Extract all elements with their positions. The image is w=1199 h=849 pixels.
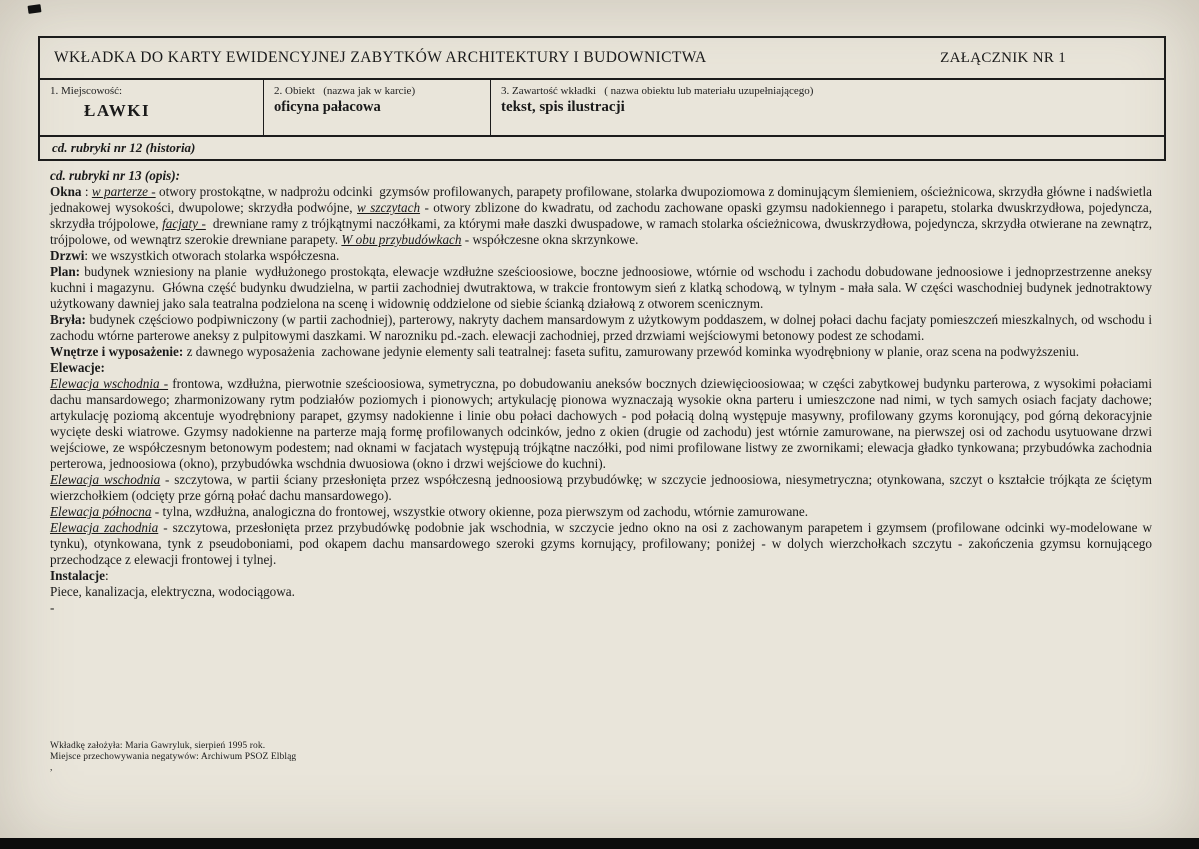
paragraph <box>50 312 1156 344</box>
text-segment: frontowa, wzdłużna, pierwotnie sześcioosiowa, symetryczna, po dobudowaniu aneksów bocznych dziewięcioosiowaa; w części zabytkowej budynku parterowa, z wysokimi połaciami dachu mansardowego; zharmonizowany rytm podziałów poziomych i pionowych; artykulację pionowa wyznaczają wysokie okna parteru i umieszczone nad nimi, w tych samych osiach facjaty dachowe; artykulację poziomą akcentuje wyodrębniony parapet, gzymsy nadokienne i linie obu połaci dachowych - pod połacią dolną występuje masywny, profilowany gzyms koronujący, pod górną dekoracyjnie wycięte deski wiatrowe. Gzymsy nadokienne na parterze mają formę profilowanych odcinków, jedno z okien (drugie od zachodu) jest wtórnie zamurowane, na pierwszej osi od zachodu usytuowane drzwi wejściowe, ze współczesnym betonowym podestem; nad oknami w facjatach występują trójkątne naczółki, pod nimi profilowane listwy ze zwornikami; elewacja gładko tynkowana; przybudówka zachodnia perterowa, jednoosiowa (okno), przybudówka wschdnia dwuosiowa (okno i drzwi wejściowe do kuchni). <box>50 376 1156 471</box>
field-1 <box>40 80 264 135</box>
text-segment: budynek częściowo podpiwniczony (w partii zachodniej), parterowy, nakryty dachem mansardowym z użytkowym poddaszem, w dolnej połaci dachu facjaty pomieszczeń mieszkalnych, od wschodu i zachodu wtórne parterowe aneksy z pulpitowymi daszkami. W narozniku pd.-zach. elewacji zachodniej, przed drzwiami wejściowymi betonowy podest ze schodami. <box>50 312 1156 343</box>
text-segment: cd. rubryki nr 13 (opis): <box>50 168 181 183</box>
section-12-row <box>40 137 1164 159</box>
text-segment: w parterze - <box>91 184 156 199</box>
field-value: tekst, spis ilustracji <box>501 99 625 115</box>
footer-comma: , <box>50 763 53 773</box>
text-segment: - otwory zblizone do kwadratu, od zachodu zachowane opaski gzymsu nadokiennego i parapetu, stolarka dwuskrzydłowa, pojedyncza, skrzydła trójpolowe, <box>50 200 1156 231</box>
field-3 <box>491 80 1164 135</box>
text-segment: Bryła: <box>50 312 86 327</box>
text-segment: drewniane ramy z trójkątnymi naczółkami, za którymi małe daszki dwuspadowe, w ramach stolarka ościeżnicowa, dwuskrzydłowa, pojedyncza, skrzydła otwierane na zewnątrz, trójpolowe, od wewnątrz szerokie drewniane parapety. <box>50 216 1156 247</box>
text-segment: w szczytach <box>357 200 421 215</box>
title-row <box>40 38 1164 80</box>
text-segment: z dawnego wyposażenia zachowane jedynie elementy sali teatralnej: faseta sufitu, zamurowany przewód kominka wyodrębniony w planie, oraz scena na podwyższeniu. <box>183 344 1079 359</box>
field-value: ŁAWKI <box>84 101 151 120</box>
paragraph <box>50 568 1152 584</box>
text-segment: Elewacja północna <box>50 504 152 519</box>
paragraph <box>50 248 1152 264</box>
text-segment: Plan: <box>50 264 81 279</box>
text-segment: Elewacja wschodnia <box>50 472 161 487</box>
document-title: WKŁADKA DO KARTY EWIDENCYJNEJ ZABYTKÓW ARCHITEKTURY I BUDOWNICTWA <box>54 49 707 66</box>
record-card-header-box <box>38 36 1166 161</box>
text-segment: budynek wzniesiony na planie wydłużonego prostokąta, elewacje wzdłużne sześcioosiowe, boczne jednoosiowe, wtórnie od wschodu i zachodu dobudowane jednoosiowe i jednoprzestrzenne aneksy kuchni i magazynu. Główna część budynku dwudzielna, w partii zachodniej dwutraktowa, w trakcie frontowym sień z klatką schodową, w tylnym - mała sala. W części waschodniej budynek jednotraktowy użytkowany dawniej jako sala teatralna podzielona na scenę i widownię oddzielone od siebie ścianką działową z otworem scenicznym. <box>50 264 1156 311</box>
text-segment: - <box>50 600 55 615</box>
footer-archive-line: Miejsce przechowywania negatywów: Archiwum PSOZ Elbląg <box>50 752 297 762</box>
paragraph <box>50 600 1152 616</box>
paragraph <box>50 184 1156 248</box>
field-label: 2. Obiekt (nazwa jak w karcie) <box>274 85 416 97</box>
text-segment: Elewacja zachodnia <box>50 520 159 535</box>
paragraph <box>50 376 1156 472</box>
paragraph <box>50 472 1156 504</box>
paragraph <box>50 168 1152 184</box>
text-segment: : we wszystkich otworach stolarka współczesna. <box>84 248 340 263</box>
text-segment: : <box>104 568 109 583</box>
paragraph <box>50 520 1156 568</box>
text-segment: : <box>81 184 92 199</box>
footer-notes <box>50 741 296 774</box>
text-segment: - szczytowa, przesłonięta przez przybudówkę podobnie jak wschodnia, w szczycie jedno okno na osi z zachowanym parapetem i gzymsem (profilowane odcinki wy-modelowane w tynku), otynkowana, tynk z pseudoboniami, pod okapem dachu mansardowego szeroki gzyms kornujący, profilowany; poniżej - w dolych wierzchołkach szczytu - zakończenia gzymsu kornującego przechodzące z elewacji frontowej i tylnej. <box>50 520 1156 567</box>
section-12-label: cd. rubryki nr 12 (historia) <box>52 140 196 155</box>
text-segment: otwory prostokątne, w nadprożu odcinki gzymsów profilowanych, parapety profilowane, stolarka dwupoziomowa z dominującym ślemieniem, ościeżnicowa, skrzydła główne i nadświetla jednakowej wysokości, dwupolowe; skrzydła podwójne, <box>50 184 1156 215</box>
field-value: oficyna pałacowa <box>274 99 381 115</box>
scan-edge-strip <box>0 838 1199 849</box>
paragraph <box>50 360 1152 376</box>
annex-label: ZAŁĄCZNIK NR 1 <box>940 49 1066 66</box>
text-segment: - tylna, wzdłużna, analogiczna do frontowej, wszystkie otwory okienne, poza pierwszym od zachodu, wtórnie zamurowane. <box>151 504 809 519</box>
text-segment: - szczytowa, w partii ściany przesłonięta przez współczesną jednoosiową przybudówkę; w szczycie jednoosiowa, niesymetryczna; otynkowana, szczyt o kształcie trójkąta ze ściętym wierzchołkiem (odcięty prze górną połać dachu mansardowego). <box>50 472 1156 503</box>
paragraph <box>50 504 1152 520</box>
text-segment: - współczesne okna skrzynkowe. <box>461 232 639 247</box>
text-segment: Instalacje <box>50 568 105 583</box>
field-label: 1. Miejscowość: <box>50 85 123 97</box>
paragraph <box>50 264 1156 312</box>
text-segment: facjaty - <box>162 216 206 231</box>
paragraph <box>50 584 1152 600</box>
scan-artifact <box>28 4 42 14</box>
description-body <box>50 168 1156 616</box>
field-label: 3. Zawartość wkładki ( nazwa obiektu lub materiału uzupełniającego) <box>501 85 814 97</box>
text-segment: Piece, kanalizacja, elektryczna, wodociągowa. <box>50 584 295 599</box>
fields-row <box>40 80 1164 137</box>
paragraph <box>50 344 1152 360</box>
text-segment: Okna <box>50 184 82 199</box>
footer-author-line: Wkładkę założyła: Maria Gawryluk, sierpień 1995 rok. <box>50 741 266 751</box>
text-segment: Drzwi <box>50 248 85 263</box>
field-2 <box>264 80 491 135</box>
text-segment: Elewacje: <box>50 360 105 375</box>
text-segment: Wnętrze i wyposażenie: <box>50 344 184 359</box>
text-segment: Elewacja wschodnia - <box>50 376 169 391</box>
text-segment: W obu przybudówkach <box>341 232 462 247</box>
